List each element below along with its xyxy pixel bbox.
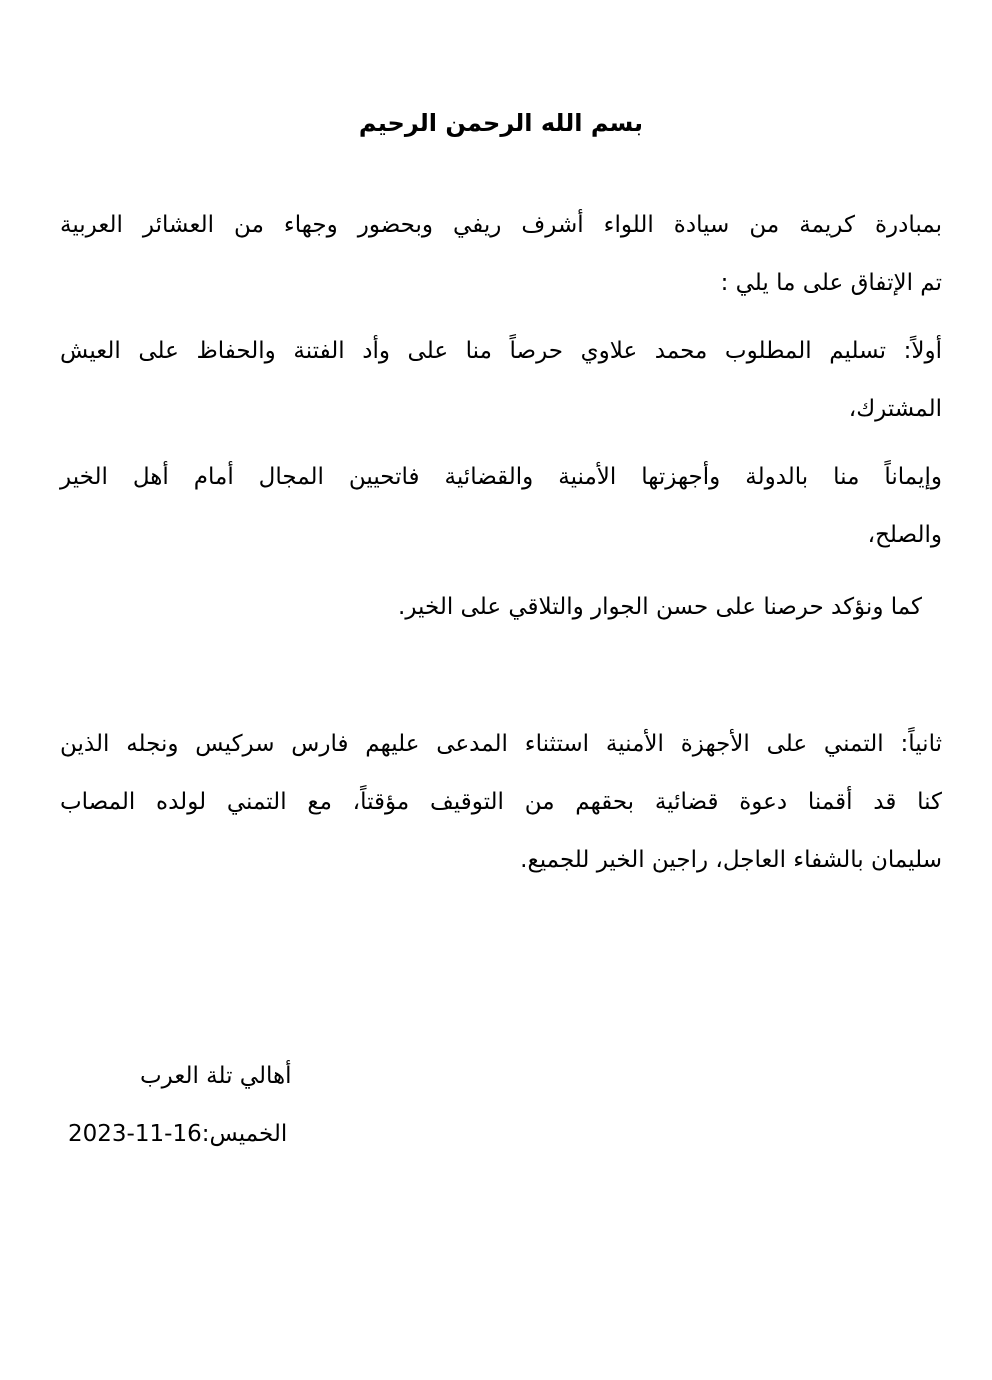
intro-line-1: بمبادرة كريمة من سيادة اللواء أشرف ريفي وبحضور وجهاء من العشائر العربية: [60, 212, 942, 238]
basmala-title: بسم الله الرحمن الرحيم: [358, 109, 644, 137]
second-clause-line-3: سليمان بالشفاء العاجل، راجين الخير للجميع.: [520, 847, 942, 873]
signature-text: أهالي تلة العرب: [140, 1063, 292, 1089]
intro-line-2: تم الإتفاق على ما يلي :: [720, 270, 942, 296]
first-clause-line-2: المشترك،: [848, 396, 942, 422]
date-text: الخميس:16-11-2023: [68, 1121, 288, 1147]
neighbor-clause-line: كما ونؤكد حرصنا على حسن الجوار والتلاقي على الخير.: [398, 594, 922, 620]
first-clause-line-1: أولاً: تسليم المطلوب محمد علاوي حرصاً منا على وأد الفتنة والحفاظ على العيش: [60, 338, 942, 364]
first-clause-paragraph: [60, 322, 942, 438]
neighbor-clause-paragraph: [60, 578, 942, 636]
closing-block: [60, 1047, 942, 1163]
second-clause-line-1: ثانياً: التمني على الأجهزة الأمنية استثناء المدعى عليهم فارس سركيس ونجله الذين: [60, 731, 942, 757]
second-clause-line-2: كنا قد أقمنا دعوة قضائية بحقهم من التوقيف مؤقتاً، مع التمني لولده المصاب: [60, 789, 942, 815]
document-page: [0, 100, 992, 1380]
intro-paragraph: [60, 196, 942, 312]
faith-clause-paragraph: [60, 448, 942, 564]
second-clause-paragraph: [60, 715, 942, 889]
faith-clause-line-2: والصلح،: [867, 522, 942, 548]
faith-clause-line-1: وإيماناً منا بالدولة وأجهزتها الأمنية والقضائية فاتحيين المجال أمام أهل الخير: [60, 464, 942, 490]
